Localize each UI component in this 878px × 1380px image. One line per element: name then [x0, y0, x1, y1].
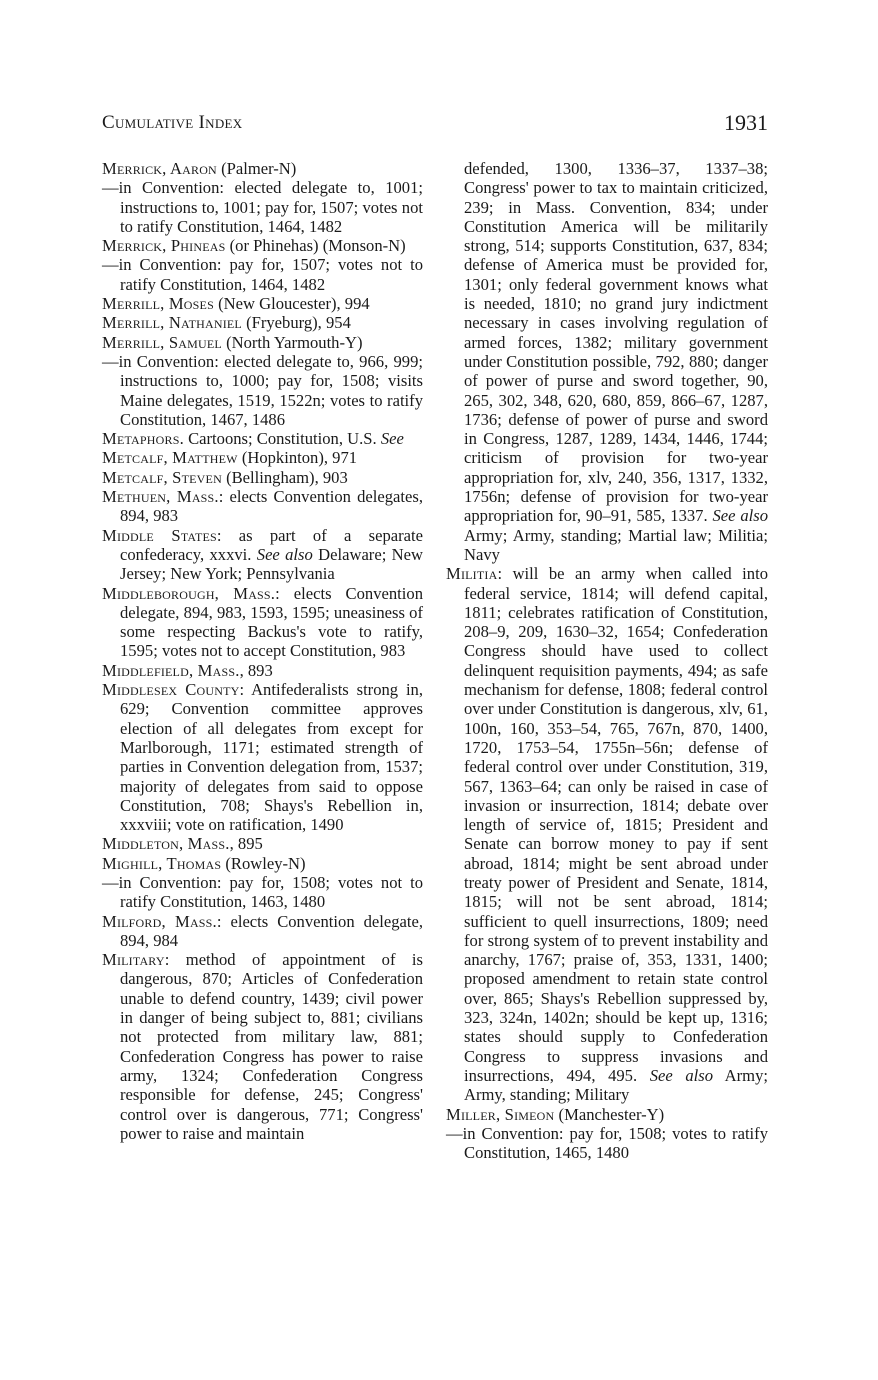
index-entry: [102, 661, 423, 680]
cross-reference-label: See also: [256, 544, 313, 564]
entry-text: : elects Convention delegate, 894, 983, 1593, 1595; uneasiness of some respecting Backus's vote to ratify, 1595; votes not to accept Constitution, 983: [120, 583, 423, 661]
index-subentry: [446, 1124, 768, 1163]
index-entry: [102, 468, 423, 487]
index-entry: [102, 333, 423, 352]
index-entry-continued: [446, 159, 768, 564]
cross-reference-label: See also: [649, 1065, 713, 1085]
index-entry: [102, 159, 423, 178]
entry-heading: Military: [102, 950, 165, 970]
entry-heading: Merrick, Aaron: [102, 159, 217, 178]
entry-text: (Hopkinton), 971: [237, 448, 358, 468]
entry-heading: Metcalf, Steven: [102, 467, 222, 487]
cross-reference-label: See also: [712, 506, 768, 526]
entry-text: : will be an army when called into federal service, 1814; will defend capital, 1811; celebrates ratification of Constitution, 208–9, 209, 1630–32, 1654; Confederation Congress should have used to collect delinquent requisition payments, 494; as safe mechanism for defense, 1808; federal control over under Constitution is dangerous, xlv, 61, 100n, 160, 353–54, 765, 767n, 870, 1400, 1720, 1753–54, 1755n–56n; defense of federal control over under Constitution, 319, 567, 1363–64; can only be raised in case of invasion or insurrection, 1814; debate over length of service of, 1815; President and Senate can borrow money to pay if sent abroad, 1814; might be sent abroad under treaty power of President and Senate, 1814, 1815; will not be sent abroad, 1814; sufficient to quell insurrections, 1809; need for strong system of to prevent instability and anarchy, 1767; praise of, 353, 1331, 1400; proposed amendment to retain state control over, 865; Shays's Rebellion suppressed by, 323, 324n, 1402n; should be kept up, 1316; states should supply to Confederation Congress to suppress invasions and insurrections, 494, 495.: [464, 564, 768, 1085]
entry-text: (New Gloucester), 994: [213, 294, 370, 314]
entry-text: : elects Convention delegate, 894, 984: [120, 911, 423, 950]
entry-text: : Antifederalists strong in, 629; Convention committee approves election of all delegates from except for Marlborough, 1171; estimated strength of parties in Convention delegation from, 1537; majority of delegates from said to oppose Constitution, 708; Shays's Rebellion in, xxxviii; vote on ratification, 1490: [120, 680, 423, 835]
entry-heading: Mighill, Thomas: [102, 853, 222, 873]
entry-text: defended, 1300, 1336–37, 1337–38; Congress' power to tax to maintain criticized, 239; in Mass. Convention, 834; under Constitution America will be militarily strong, 514; supports Constitution, 637, 834; defense of America must be provided for, 1301; only federal government knows what is needed, 1810; no grand jury indictment necessary in cases involving regulation of armed forces, 1382; military government under Constitution possible, 792, 880; danger of power of purse and sword together, 90, 265, 302, 348, 620, 680, 859, 866–67, 1287, 1736; defense of power of purse and sword in Congress, 1287, 1289, 1434, 1446, 1744; criticism of provision for two-year appropriation for, xlv, 240, 356, 1317, 1332, 1756n; defense of provision for two-year appropriation for, 90–91, 585, 1337.: [464, 159, 768, 526]
entry-text: , 893: [239, 660, 273, 680]
index-entry: [102, 680, 423, 834]
index-entry: [102, 294, 423, 313]
entry-heading: Militia: [446, 564, 498, 584]
index-entry: [102, 313, 423, 332]
entry-text: (or Phinehas) (Monson-N): [225, 236, 406, 256]
index-subentry: [102, 178, 423, 236]
page-number: 1931: [724, 110, 768, 135]
index-subentry: [102, 255, 423, 294]
entry-heading: Middle States: [102, 525, 217, 545]
index-column-right: [446, 159, 768, 1162]
index-entry: [102, 950, 423, 1143]
entry-text: (Manchester-Y): [554, 1104, 665, 1124]
index-entry: [102, 236, 423, 255]
entry-heading: Middleton, Mass.: [102, 834, 230, 854]
entry-heading: Merrill, Moses: [102, 294, 214, 314]
entry-text: : method of appointment of is dangerous, 870; Articles of Confederation unable to defend country, 1439; civil power in danger of being subject to, 881; civilians not protected from military law, 881; Confederation Congress has power to raise army, 1324; Confederation Congress responsible for defense, 245; Congress' control over is dangerous, 771; Congress' power to raise and maintain: [120, 950, 423, 1143]
entry-text: Cartoons; Constitution, U.S.: [183, 429, 377, 449]
index-entry: [446, 564, 768, 1104]
entry-heading: Metaphors.: [102, 429, 184, 449]
cross-reference-text: Army; Army, standing; Martial law; Militia; Navy: [464, 525, 768, 564]
index-entry: [102, 854, 423, 873]
entry-text: (Palmer-N): [216, 159, 297, 178]
index-entry: [102, 912, 423, 951]
entry-text: : elects Convention delegates, 894, 983: [120, 487, 423, 526]
entry-heading: Metcalf, Matthew: [102, 448, 238, 468]
entry-text: (Fryeburg), 954: [241, 313, 351, 333]
index-entry: [102, 526, 423, 584]
entry-heading: Middlefield, Mass.: [102, 660, 240, 680]
entry-text: , 895: [229, 834, 263, 854]
entry-text: —in Convention: pay for, 1508; votes to ratify Constitution, 1465, 1480: [446, 1123, 768, 1163]
cross-reference-text: Army; Army, standing; Military: [464, 1065, 768, 1105]
entry-heading: Miller, Simeon: [446, 1104, 555, 1124]
entry-heading: Middleborough, Mass.: [102, 583, 276, 603]
running-head: Cumulative Index: [102, 112, 243, 133]
entry-heading: Middlesex County: [102, 680, 240, 700]
entry-text: —in Convention: elected delegate to, 966, 999; instructions to, 1000; pay for, 1508; visits Maine delegates, 1519, 1522n; votes to ratify Constitution, 1467, 1486: [102, 351, 423, 429]
entry-text: —in Convention: pay for, 1507; votes not to ratify Constitution, 1464, 1482: [102, 255, 423, 294]
entry-text: (Bellingham), 903: [221, 467, 348, 487]
index-entry: [102, 487, 423, 526]
index-subentry: [102, 873, 423, 912]
index-entry: [102, 834, 423, 853]
entry-text: (North Yarmouth-Y): [221, 332, 363, 352]
index-column-left: [102, 159, 423, 1143]
page-header: [102, 112, 768, 140]
entry-text: (Rowley-N): [221, 853, 306, 873]
entry-text: —in Convention: pay for, 1508; votes not to ratify Constitution, 1463, 1480: [102, 872, 423, 912]
index-entry: [102, 448, 423, 467]
entry-heading: Milford, Mass.: [102, 911, 217, 931]
entry-heading: Merrill, Samuel: [102, 332, 222, 352]
index-subentry: [102, 352, 423, 429]
entry-heading: Merrick, Phineas: [102, 236, 226, 256]
index-entry: [446, 1105, 768, 1124]
entry-text: : as part of a separate confederacy, xxxvi.: [120, 525, 424, 564]
entry-text: —in Convention: elected delegate to, 1001; instructions to, 1001; pay for, 1507; votes not to ratify Constitution, 1464, 1482: [102, 178, 423, 236]
entry-heading: Methuen, Mass.: [102, 487, 219, 507]
entry-heading: Merrill, Nathaniel: [102, 313, 242, 333]
cross-reference-label: See: [380, 429, 404, 449]
index-entry: [102, 429, 423, 448]
cross-reference-text: Delaware; New Jersey; New York; Pennsylvania: [120, 544, 423, 584]
index-entry: [102, 584, 423, 661]
